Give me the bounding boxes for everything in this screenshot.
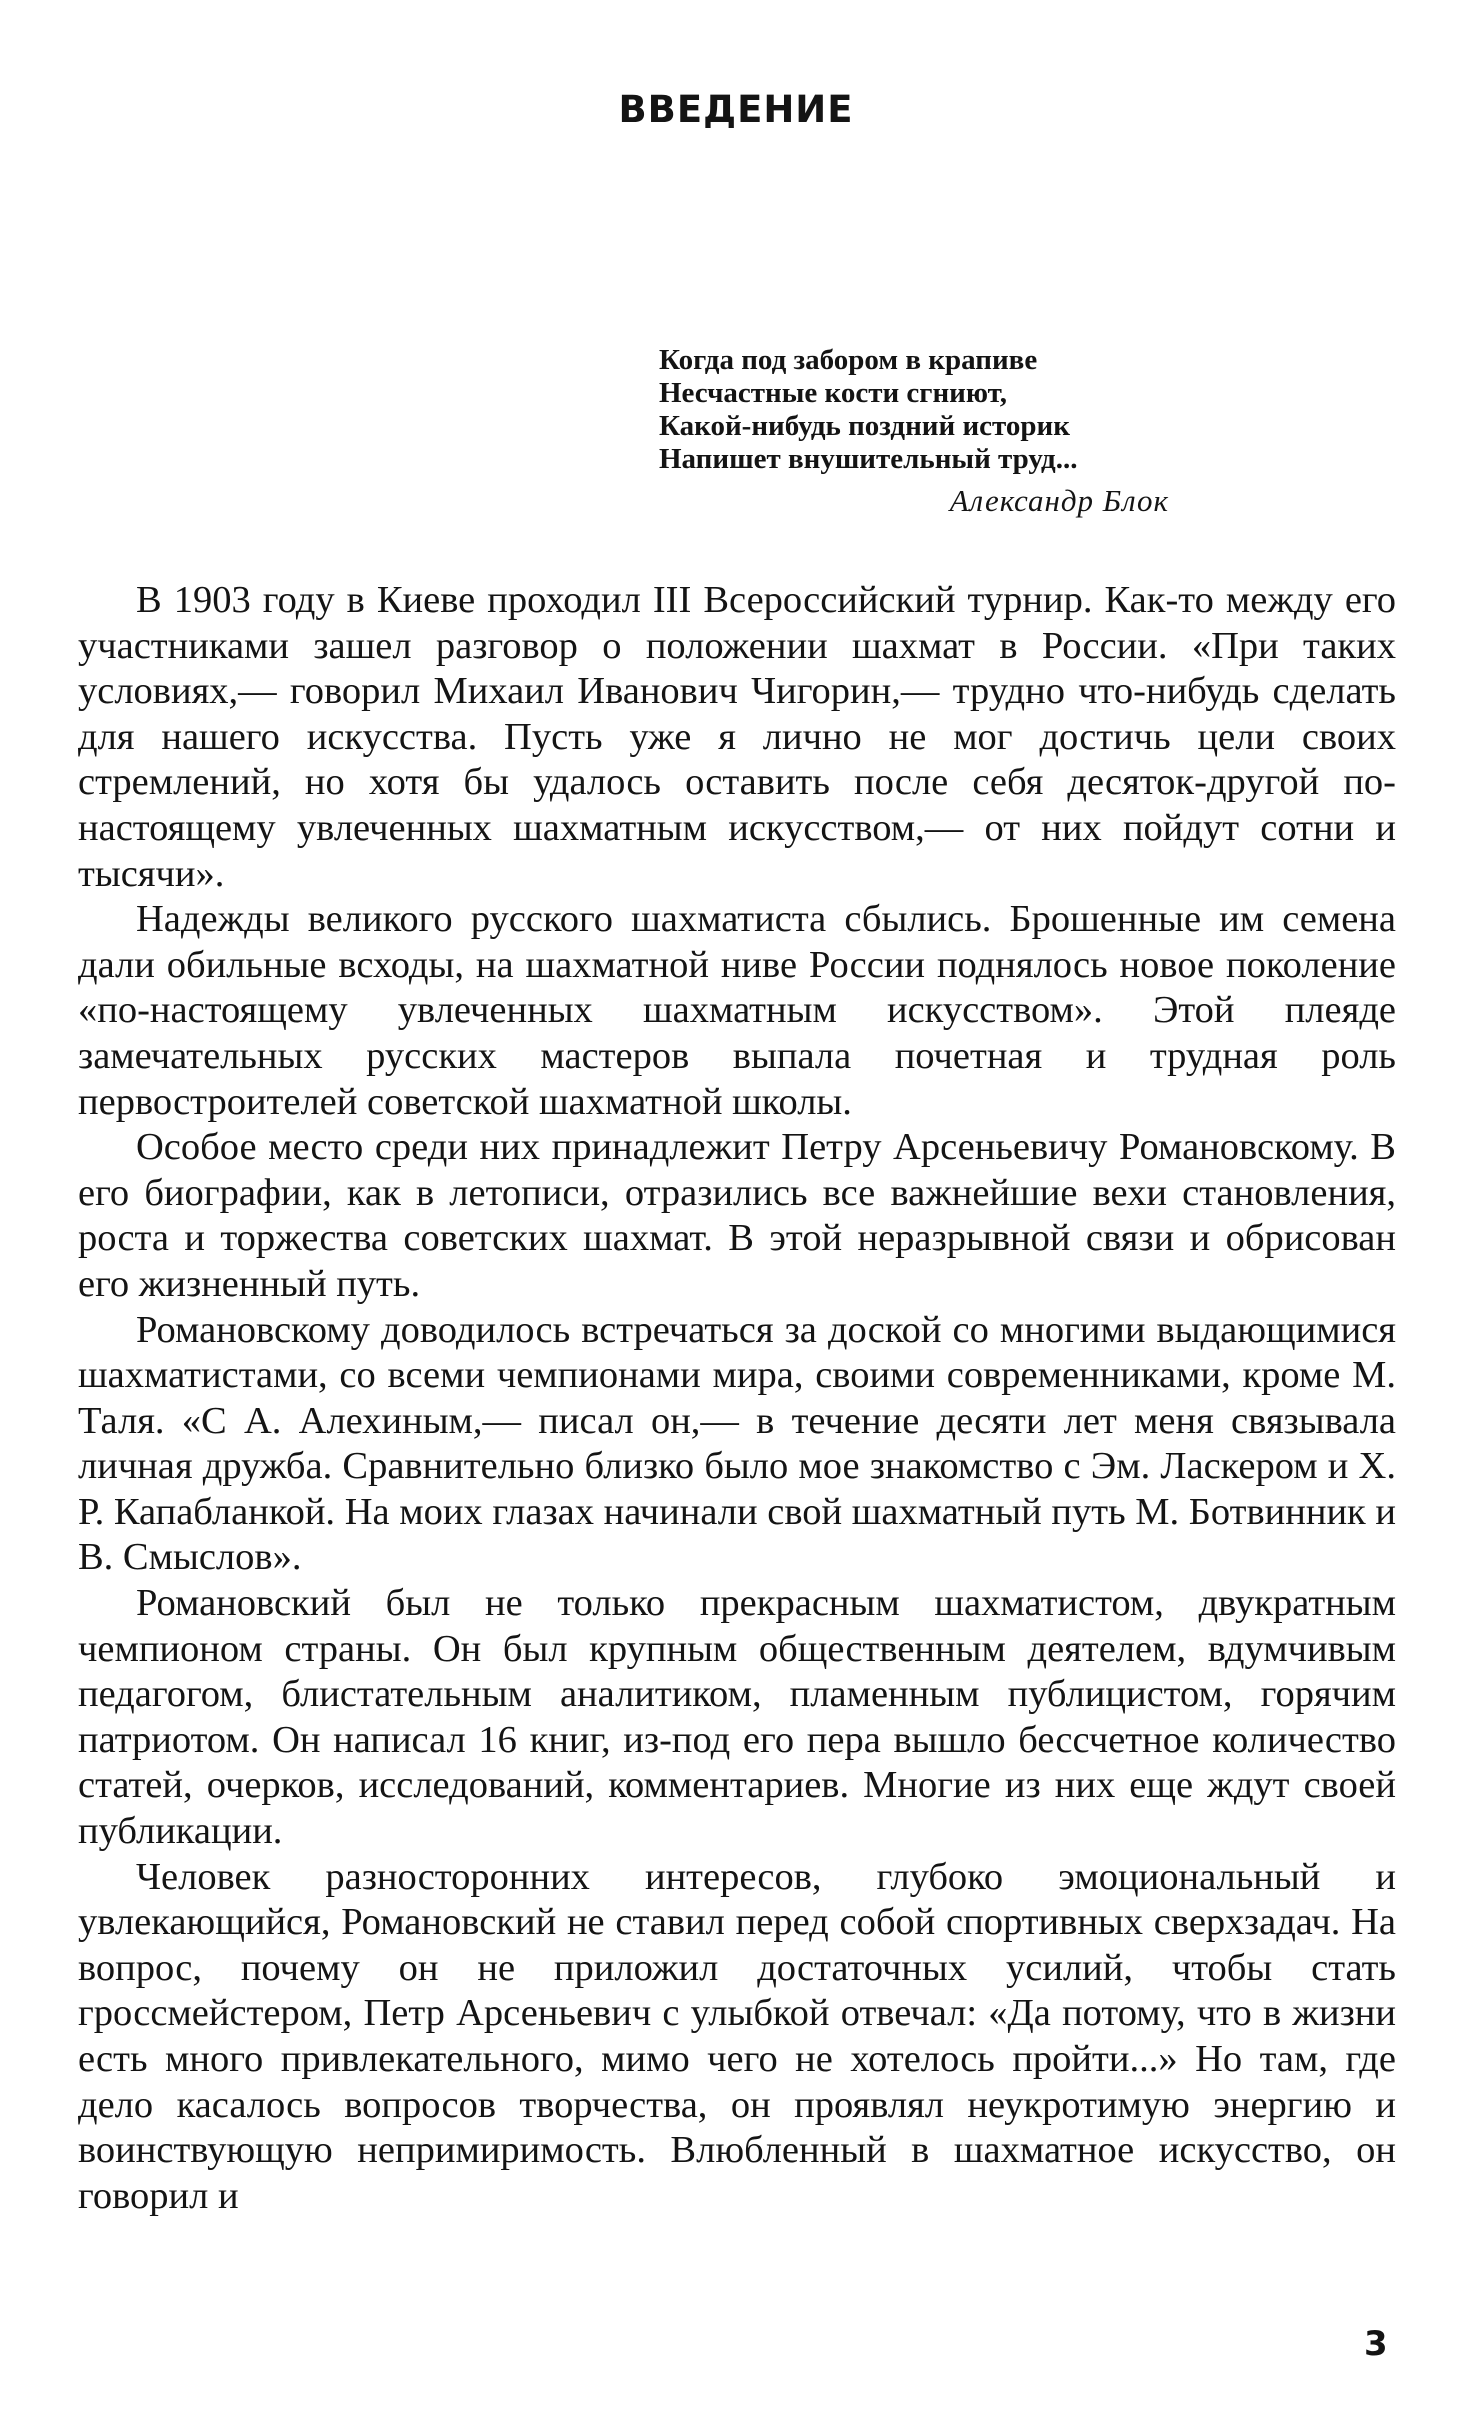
- paragraph: Романовскому доводилось встречаться за доской со многими выдающимися шахматистами, со всеми чемпионами мира, своими современниками, кроме М. Таля. «С А. Алехиным,— писал он,— в течение десяти лет меня связывала личная дружба. Сравнительно близко было мое знакомство с Эм. Ласкером и Х. Р. Капабланкой. На моих глазах начинали свой шахматный путь М. Ботвинник и В. Смыслов».: [78, 1308, 1396, 1579]
- chapter-heading: ВВЕДЕНИЕ: [618, 88, 854, 131]
- paragraph: В 1903 году в Киеве проходил III Всероссийский турнир. Как-то между его участниками зашел разговор о положении шахмат в России. «При таких условиях,— говорил Михаил Иванович Чигорин,— трудно что-нибудь сделать для нашего искусства. Пусть уже я лично не мог достичь цели своих стремлений, но хотя бы удалось оставить после себя десяток-другой по-настоящему увлеченных шахматным искусством,— от них пойдут сотни и тысячи».: [78, 579, 1396, 895]
- paragraph: Человек разносторонних интересов, глубоко эмоциональный и увлекающийся, Романовский не ставил перед собой спортивных сверхзадач. На вопрос, почему он не приложил достаточных усилий, чтобы стать гроссмейстером, Петр Арсеньевич с улыбкой отвечал: «Да потому, что в жизни есть много привлекательного, мимо чего не хотелось пройти...» Но там, где дело касалось вопросов творчества, он проявлял неукротимую энергию и воинствующую непримиримость. Влюбленный в шахматное искусство, он говорил и: [78, 1855, 1396, 2217]
- paragraph: Особое место среди них принадлежит Петру Арсеньевичу Романовскому. В его биографии, как в летописи, отразились все важнейшие вехи становления, роста и торжества советских шахмат. В этой неразрывной связи и обрисован его жизненный путь.: [78, 1126, 1396, 1305]
- page-number: 3: [1364, 2324, 1388, 2364]
- epigraph-line: Несчастные кости сгниют,: [659, 377, 1007, 409]
- paragraph: Романовский был не только прекрасным шахматистом, двукратным чемпионом страны. Он был крупным общественным деятелем, вдумчивым педагогом, блистательным аналитиком, пламенным публицистом, горячим патриотом. Он написал 16 книг, из-под его пера вышло бессчетное количество статей, очерков, исследований, комментариев. Многие из них еще ждут своей публикации.: [78, 1582, 1396, 1853]
- epigraph-line: Какой-нибудь поздний историк: [659, 410, 1070, 442]
- paragraph: Надежды великого русского шахматиста сбылись. Брошенные им семена дали обильные всходы, на шахматной ниве России поднялось новое поколение «по-настоящему увлеченных шахматным искусством». Этой плеяде замечательных русских мастеров выпала почетная и трудная роль первостроителей советской шахматной школы.: [78, 898, 1396, 1123]
- epigraph-author: Александр Блок: [949, 483, 1169, 518]
- epigraph-line: Когда под забором в крапиве: [659, 344, 1038, 376]
- body-text: [78, 578, 1396, 2219]
- epigraph-line: Напишет внушительный труд...: [659, 443, 1078, 475]
- epigraph: [659, 344, 1179, 517]
